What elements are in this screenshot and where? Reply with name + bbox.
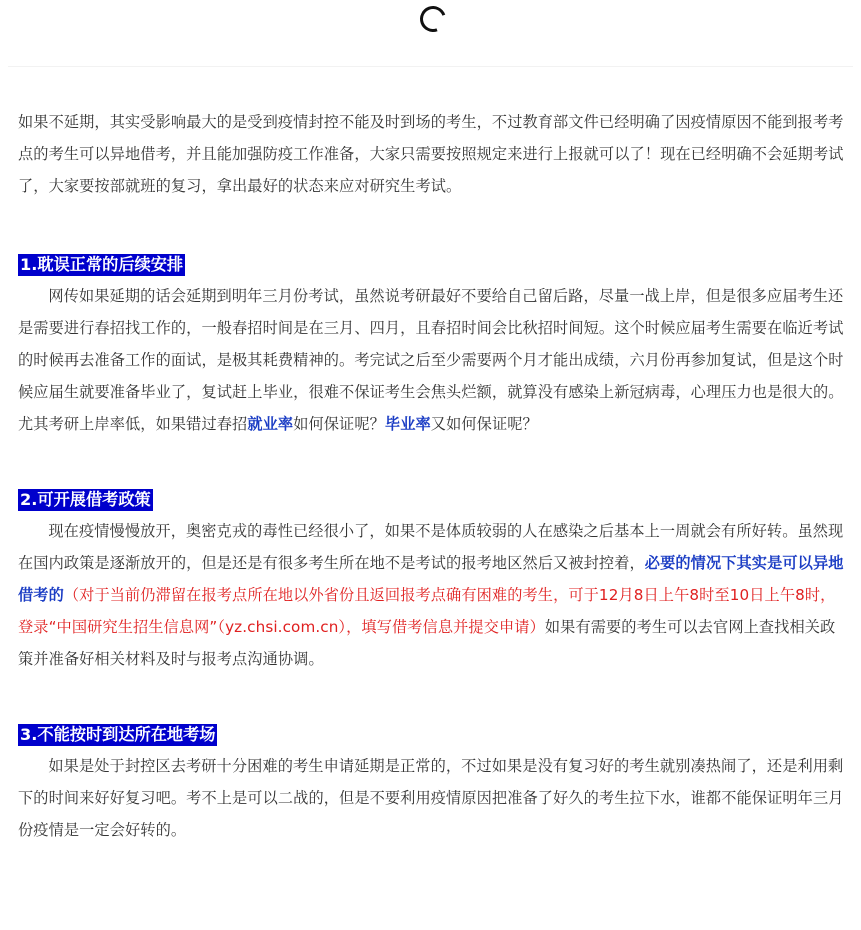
section-1-paragraph: 网传如果延期的话会延期到明年三月份考试，虽然说考研最好不要给自己留后路，尽量一战上岸，但是很多应届考生还是需要进行春招找工作的，一般春招时间是在三月、四月，且春招时间会比秋招时间短。这个时候应届考生需要在临近考试的时候再去准备工作的面试，是极其耗费精神的。考完试之后至少需要两个月才能出成绩，六月份再参加复试，但是这个时候应届生就要准备毕业了，复试赶上毕业，很难不保证考生会焦头烂额，就算没有感染上新冠病毒，心理压力也是很大的。尤其考研上岸率低，如果错过春招就业率如何保证呢？毕业率又如何保证呢？ [18, 286, 844, 434]
section-1-heading-row [18, 248, 846, 280]
section-2-paragraph: 现在疫情慢慢放开，奥密克戎的毒性已经很小了，如果不是体质较弱的人在感染之后基本上一周就会有所好转。虽然现在国内政策是逐渐放开的，但是还是有很多考生所在地不是考试的报考地区然后又被封控着，必要的情况下其实是可以异地借考的（对于当前仍滞留在报考点所在地以外省份且返回报考点确有困难的考生，可于12月8日上午8时至10日上午8时，登录“中国研究生招生信息网”（yz.chsi.com.cn），填写借考信息并提交申请）如果有需要的考生可以去官网上查找相关政策并准备好相关材料及时与报考点沟通协调。 [18, 521, 844, 669]
intro-paragraph: 如果不延期，其实受影响最大的是受到疫情封控不能及时到场的考生，不过教育部文件已经明确了因疫情原因不能到报考考点的考生可以异地借考，并且能加强防疫工作准备，大家只需要按照规定来进行上报就可以了！现在已经明确不会延期考试了，大家要按部就班的复习，拿出最好的状态来应对研究生考试。 [18, 113, 844, 196]
loading-spinner-icon [416, 2, 451, 37]
section-3-heading-row [18, 718, 846, 750]
section-3-paragraph: 如果是处于封控区去考研十分困难的考生申请延期是正常的，不过如果是没有复习好的考生就别凑热闹了，还是利用剩下的时间来好好复习吧。考不上是可以二战的，但是不要利用疫情原因把准备了好久的考生拉下水，谁都不能保证明年三月份疫情是一定会好转的。 [18, 756, 844, 840]
section-heading: 2.可开展借考政策 [20, 489, 151, 509]
article-body [18, 106, 846, 846]
top-bar [8, 0, 853, 67]
highlight-remote-exam: 必要的情况下其实是可以异地借考的 [18, 553, 844, 605]
red-note: （对于当前仍滞留在报考点所在地以外省份且返回报考点确有困难的考生，可于12月8日上午8时至10日上午8时，登录“中国研究生招生信息网”（yz.chsi.com.cn），填写借考信息并提交申请） [18, 586, 836, 637]
highlight-employment-rate: 就业率 [247, 415, 294, 434]
section-2-heading-row [18, 483, 846, 515]
section-heading: 3.不能按时到达所在地考场 [20, 724, 216, 744]
section-heading: 1.耽误正常的后续安排 [20, 254, 184, 274]
highlight-graduation-rate: 毕业率 [384, 415, 431, 434]
